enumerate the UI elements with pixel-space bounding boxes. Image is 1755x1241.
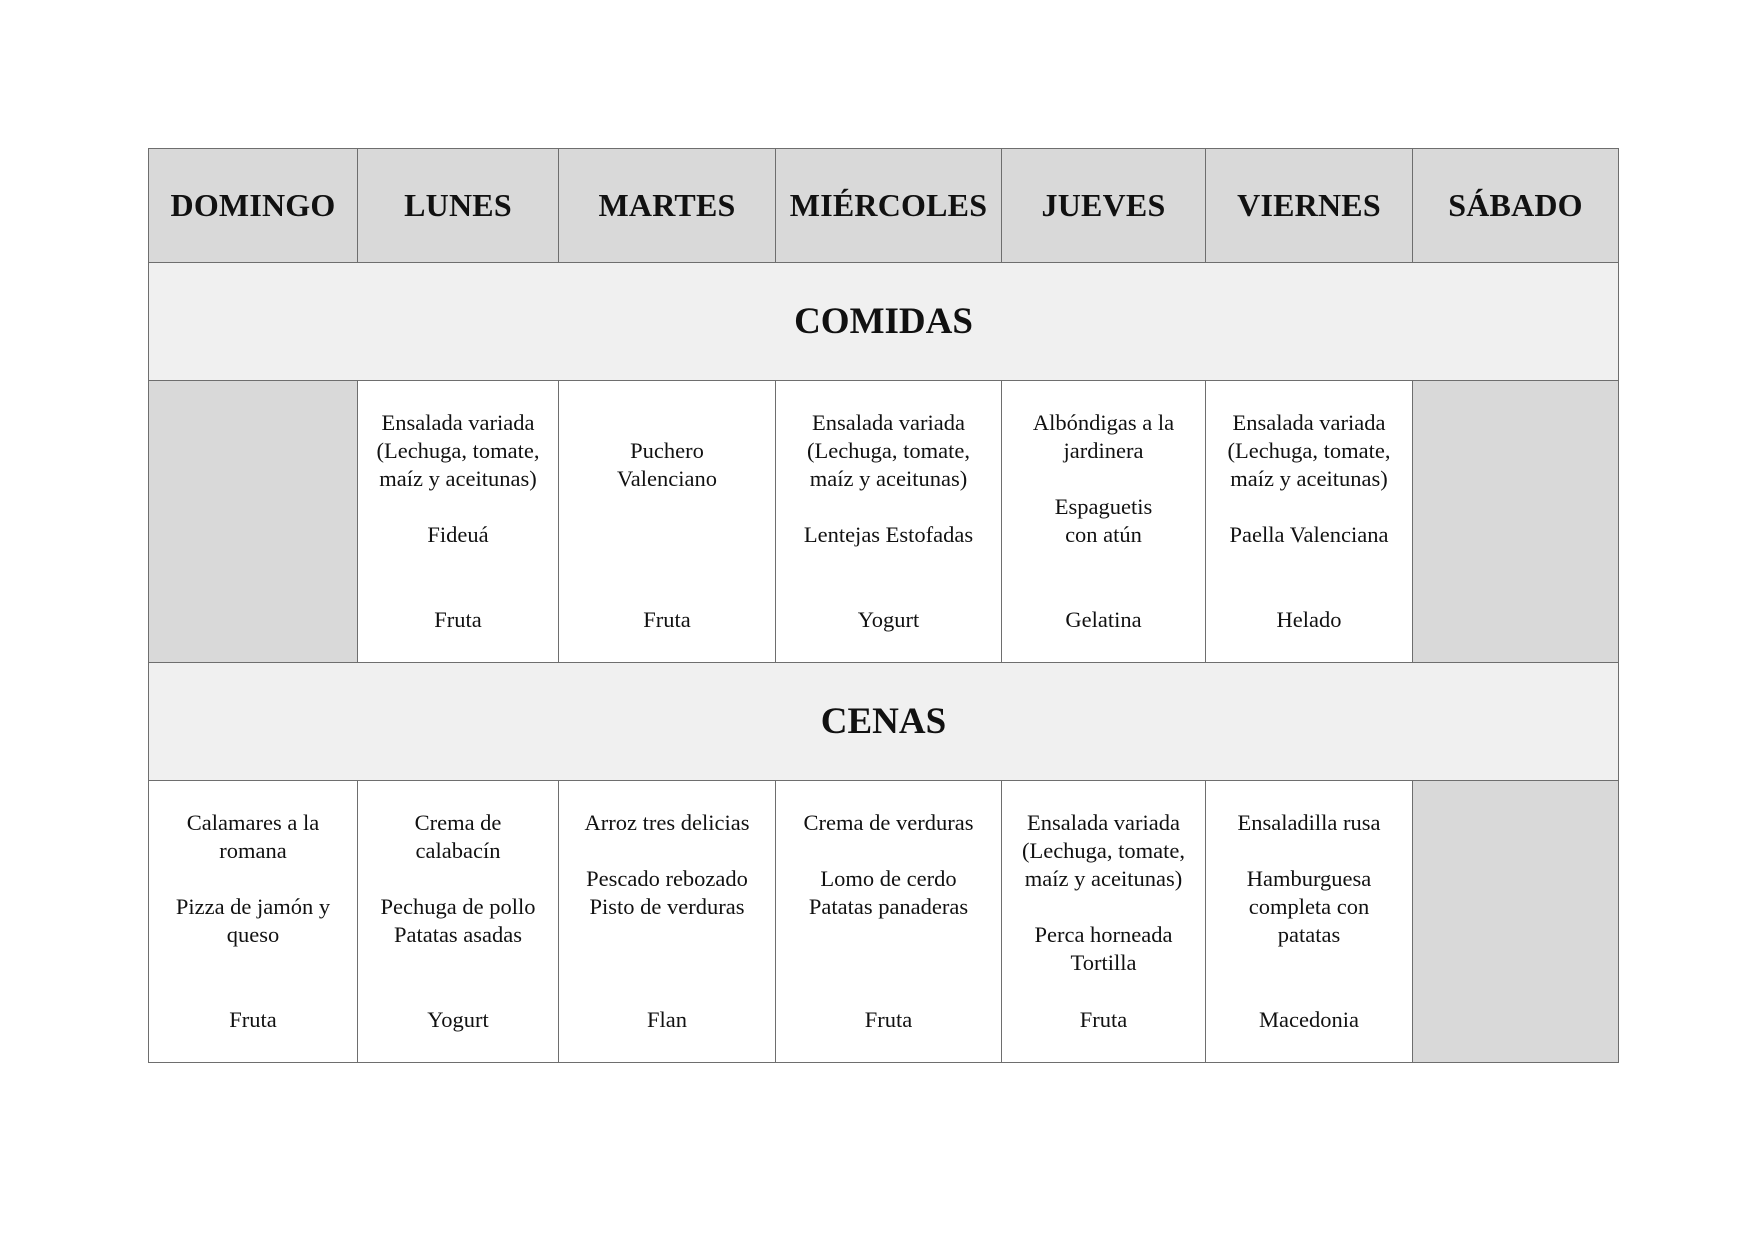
- weekly-menu-table: [148, 148, 1619, 1063]
- comida-cell-jueves: [1002, 381, 1206, 663]
- cena-dessert: Macedonia: [1259, 1007, 1359, 1032]
- cena-cell-domingo: [149, 781, 358, 1063]
- cena-second-course: Pizza de jamón y queso: [175, 894, 331, 947]
- cena-dessert: Fruta: [1079, 1007, 1128, 1032]
- cenas-row: [149, 781, 1619, 1063]
- cenas-section-title: CENAS: [149, 663, 1619, 781]
- comida-first-course: Puchero Valenciano: [617, 438, 717, 491]
- comida-second-course: Paella Valenciana: [1229, 522, 1389, 547]
- comida-cell-domingo: [149, 381, 358, 663]
- day-header-miercoles: MIÉRCOLES: [776, 149, 1002, 263]
- comida-second-course: Lentejas Estofadas: [803, 522, 974, 547]
- comida-first-course: Albóndigas a la jardinera: [1032, 410, 1175, 463]
- cena-cell-sabado: [1413, 781, 1619, 1063]
- cena-first-course: Calamares a la romana: [186, 810, 320, 863]
- comida-first-course: Ensalada variada (Lechuga, tomate, maíz y aceitunas): [376, 410, 540, 491]
- cena-second-course: Lomo de cerdo Patatas panaderas: [808, 866, 969, 919]
- comida-dessert: Helado: [1276, 607, 1342, 632]
- day-header-domingo: DOMINGO: [149, 149, 358, 263]
- cena-cell-viernes: [1206, 781, 1413, 1063]
- comidas-section-title: COMIDAS: [149, 263, 1619, 381]
- cena-dessert: Flan: [646, 1007, 687, 1032]
- comidas-row: [149, 381, 1619, 663]
- day-header-sabado: SÁBADO: [1413, 149, 1619, 263]
- cena-cell-martes: [559, 781, 776, 1063]
- comida-dessert: Fruta: [434, 607, 482, 632]
- day-header-lunes: LUNES: [358, 149, 559, 263]
- comida-cell-miercoles: [776, 381, 1002, 663]
- cena-cell-miercoles: [776, 781, 1002, 1063]
- cena-second-course: Pescado rebozado Pisto de verduras: [586, 866, 748, 919]
- cena-first-course: Ensalada variada (Lechuga, tomate, maíz y aceitunas): [1021, 810, 1186, 891]
- cena-first-course: Crema de calabacín: [414, 810, 502, 863]
- cena-dessert: Fruta: [229, 1007, 277, 1032]
- comidas-section-row: [149, 263, 1619, 381]
- comida-cell-martes: [559, 381, 776, 663]
- comida-dessert: Gelatina: [1065, 607, 1142, 632]
- day-header-martes: MARTES: [559, 149, 776, 263]
- comida-dessert: Fruta: [643, 607, 691, 632]
- cena-dessert: Fruta: [864, 1007, 913, 1032]
- cena-dessert: Yogurt: [427, 1007, 489, 1032]
- comida-dessert: Yogurt: [857, 607, 920, 632]
- comida-cell-sabado: [1413, 381, 1619, 663]
- comida-cell-lunes: [358, 381, 559, 663]
- cena-first-course: Arroz tres delicias: [584, 810, 750, 835]
- comida-second-course: Fideuá: [427, 522, 489, 547]
- day-header-jueves: JUEVES: [1002, 149, 1206, 263]
- cena-second-course: Pechuga de pollo Patatas asadas: [380, 894, 536, 947]
- comida-first-course: Ensalada variada (Lechuga, tomate, maíz y aceitunas): [1227, 410, 1391, 491]
- cena-cell-lunes: [358, 781, 559, 1063]
- day-header-viernes: VIERNES: [1206, 149, 1413, 263]
- cena-first-course: Crema de verduras: [803, 810, 974, 835]
- comida-cell-viernes: [1206, 381, 1413, 663]
- days-header-row: [149, 149, 1619, 263]
- cena-second-course: Hamburguesa completa con patatas: [1246, 866, 1372, 947]
- cena-cell-jueves: [1002, 781, 1206, 1063]
- cena-first-course: Ensaladilla rusa: [1237, 810, 1381, 835]
- cena-second-course: Perca horneada Tortilla: [1034, 922, 1173, 975]
- comida-first-course: Ensalada variada (Lechuga, tomate, maíz y aceitunas): [806, 410, 971, 491]
- cenas-section-row: [149, 663, 1619, 781]
- comida-second-course: Espaguetis con atún: [1054, 494, 1153, 547]
